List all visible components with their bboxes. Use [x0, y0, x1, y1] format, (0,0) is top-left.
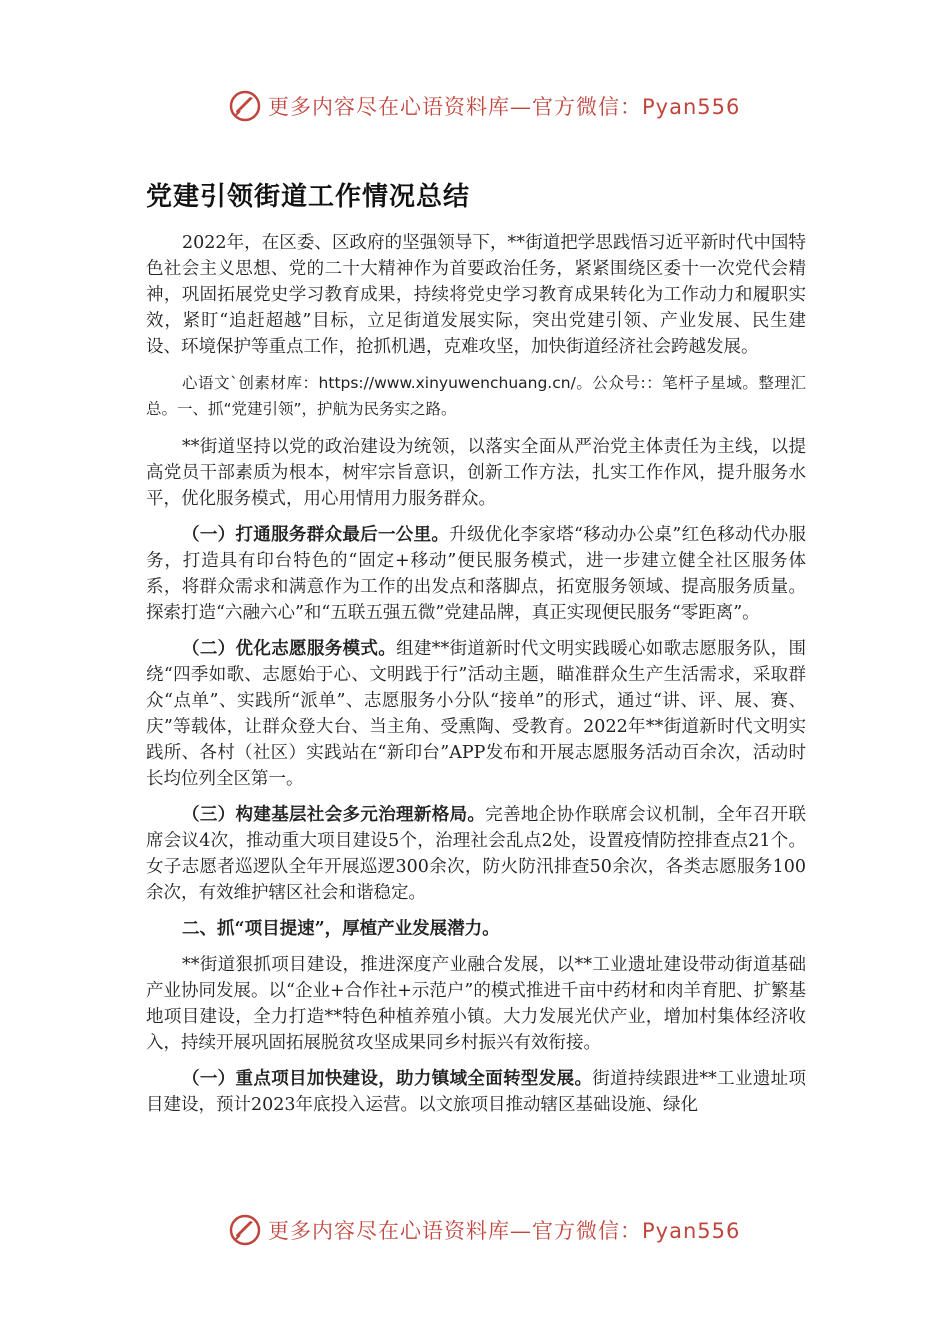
quill-logo-icon — [228, 89, 262, 123]
banner-text — [268, 1215, 740, 1245]
paragraph-projects: **街道狠抓项目建设，推进深度产业融合发展，以**工业遗址建设带动街道基础产业协同发展。以“企业+合作社+示范户”的模式推进千亩中药材和肉羊育肥、扩繁基地项目建设，全力打造**特色种植养殖小镇。大力发展光伏产业，增加村集体经济收入，持续开展巩固拓展脱贫攻坚成果同乡村振兴有效衔接。 — [146, 955, 806, 1053]
paragraph-key-projects-body: 街道持续跟进**工业遗址项目建设，预计2023年底投入运营。以文旅项目推动辖区基础设施、绿化 — [146, 1069, 807, 1115]
paragraph-volunteer — [146, 636, 806, 792]
quill-logo-icon — [228, 1213, 262, 1247]
document-body — [146, 230, 806, 1128]
paragraph-volunteer-body: 组建**街道新时代文明实践暖心如歌志愿服务队，围绕“四季如歌、志愿始于心、文明践于行”活动主题，瞄准群众生产生活需求，采取群众“点单”、实践所“派单”、志愿服务小分队“接单”的形式，通过“讲、评、展、赛、庆”等载体，让群众登大台、当主角、受熏陶、受教育。2022年**街道新时代文明实践所、各村（社区）实践站在“新印台”APP发布和开展志愿服务活动百余次，活动时长均位列全区第一。 — [146, 639, 807, 789]
section-heading-text: 二、抓“项目提速”，厚植产业发展潜力。 — [182, 919, 500, 939]
subheading-volunteer: （二）优化志愿服务模式。 — [182, 639, 397, 659]
paragraph-service-body: 升级优化李家塔“移动办公桌”红色移动代办服务，打造具有印台特色的“固定+移动”便民服务模式，进一步建立健全社区服务体系，将群众需求和满意作为工作的出发点和落脚点，拓宽服务领域、提高服务质量。探索打造“六融六心”和“五联五强五微”党建品牌，真正实现便民服务“零距离”。 — [146, 525, 806, 623]
banner-wechat-id: Pyan556 — [642, 1219, 741, 1243]
paragraph-governance-body: 完善地企协作联席会议机制，全年召开联席会议4次，推动重大项目建设5个，治理社会乱点2处，设置疫情防控排查点21个。女子志愿者巡逻队全年开展巡逻300余次，防火防汛排查50余次，各类志愿服务100余次，有效维护辖区社会和谐稳定。 — [146, 805, 806, 903]
banner-label: 更多内容尽在心语资料库—官方微信： — [268, 95, 642, 119]
paragraph-intro: 2022年，在区委、区政府的坚强领导下，**街道把学思践悟习近平新时代中国特色社会主义思想、党的二十大精神作为首要政治任务，紧紧围绕区委十一次党代会精神，巩固拓展党史学习教育成果，持续将党史学习教育成果转化为工作动力和履职实效，紧盯“追赶超越”目标，立足街道发展实际，突出党建引领、产业发展、民生建设、环境保护等重点工作，抢抓机遇，克难攻坚，加快街道经济社会跨越发展。 — [146, 233, 806, 357]
banner-label: 更多内容尽在心语资料库—官方微信： — [268, 1219, 642, 1243]
banner-wechat-id: Pyan556 — [642, 95, 741, 119]
footer-banner — [0, 1210, 950, 1250]
section-heading-projects — [146, 916, 806, 942]
paragraph-service — [146, 522, 806, 626]
paragraph-key-projects — [146, 1066, 806, 1118]
source-note: 心语文`创素材库：https://www.xinyuwenchuang.cn/。公众号:：笔杆子星域。整理汇总。一、抓“党建引领”，护航为民务实之路。 — [146, 374, 806, 418]
subheading-key-projects: （一）重点项目加快建设，助力镇域全面转型发展。 — [182, 1069, 593, 1089]
banner-text — [268, 91, 740, 121]
subheading-service: （一）打通服务群众最后一公里。 — [182, 525, 450, 545]
paragraph-governance — [146, 802, 806, 906]
header-banner — [0, 86, 950, 126]
page-title: 党建引领街道工作情况总结 — [146, 182, 471, 212]
paragraph-party-building: **街道坚持以党的政治建设为统领，以落实全面从严治党主体责任为主线，以提高党员干部素质为根本，树牢宗旨意识，创新工作方法，扎实工作作风，提升服务水平，优化服务模式，用心用情用力服务群众。 — [146, 437, 806, 509]
subheading-governance: （三）构建基层社会多元治理新格局。 — [182, 805, 486, 825]
